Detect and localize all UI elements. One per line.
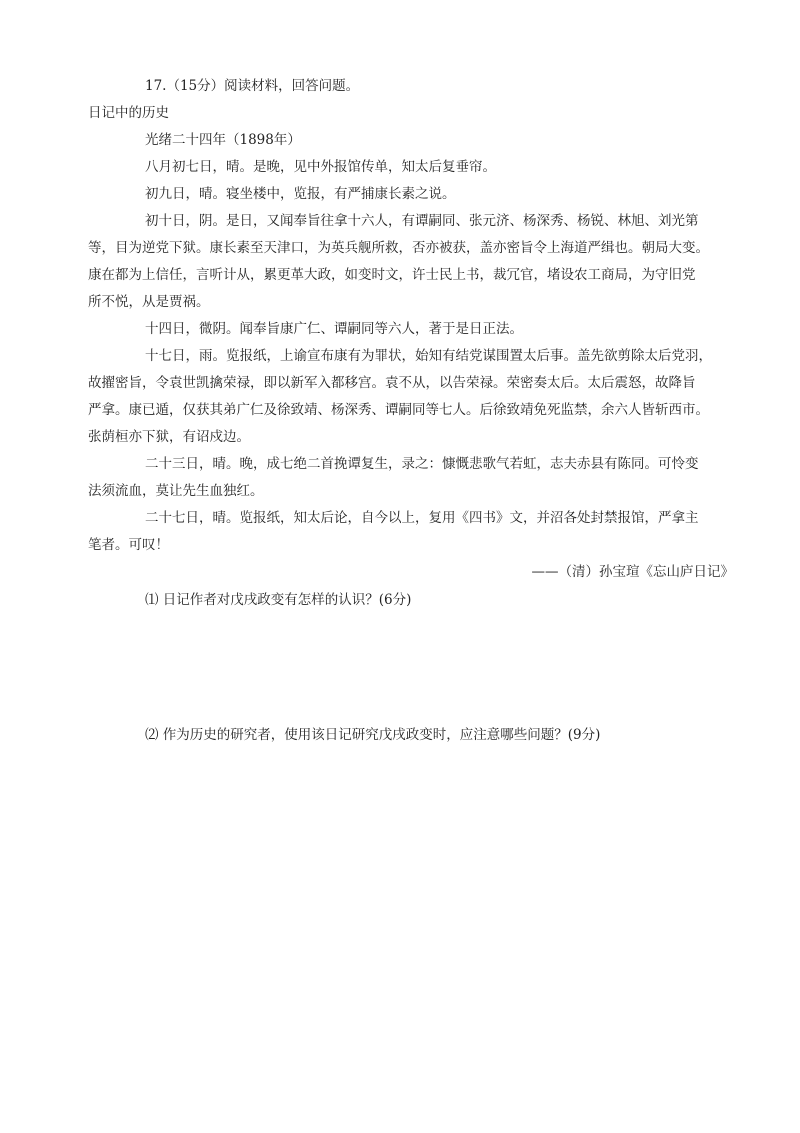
diary-entry-aug10-line3: 康在都为上信任，言听计从，累更革大政，如变时文，许士民上书，裁冗官，堵设农工商局，为守旧党 — [88, 267, 696, 283]
diary-entry-aug17-line3: 严拿。康已遁，仅获其弟广仁及徐致靖、杨深秀、谭嗣同等七人。后徐致靖免死监禁，余六人皆斩西市。 — [88, 402, 709, 418]
diary-entry-aug10-line2: 等，目为逆党下狱。康长素至天津口，为英兵舰所救，否亦被获，盖亦密旨令上海道严缉也。朝局大变。 — [88, 240, 709, 256]
diary-entry-aug10-line4: 所不悦，从是贾祸。 — [88, 294, 210, 310]
diary-entry-aug14: 十四日，微阴。闻奉旨康广仁、谭嗣同等六人，著于是日正法。 — [145, 321, 523, 337]
question-header: 17.（15分）阅读材料，回答问题。 — [145, 78, 360, 94]
diary-entry-aug17-line2: 故擢密旨，令袁世凯擒荣禄，即以新军入都移宫。袁不从，以告荣禄。荣密奏太后。太后震怒，故降旨 — [88, 375, 696, 391]
sub-question-2: ⑵ 作为历史的研究者，使用该日记研究戊戌政变时，应注意哪些问题？(9分) — [145, 727, 601, 743]
diary-entry-aug10-line1: 初十日，阴。是日，又闻奉旨往拿十六人，有谭嗣同、张元济、杨深秀、杨锐、林旭、刘光第 — [145, 213, 699, 229]
sub-question-1: ⑴ 日记作者对戊戌政变有怎样的认识？(6分) — [145, 592, 412, 608]
source-citation: ——（清）孙宝瑄《忘山庐日记》 — [531, 564, 734, 580]
diary-entry-aug17-line4: 张荫桓亦下狱，有诏戍边。 — [88, 429, 250, 445]
year-line: 光绪二十四年（1898年） — [145, 132, 301, 148]
diary-entry-aug27-line1: 二十七日，晴。览报纸，知太后论，自今以上，复用《四书》文，并沼各处封禁报馆，严拿主 — [145, 510, 699, 526]
diary-entry-aug27-line2: 笔者。可叹！ — [88, 537, 169, 553]
diary-entry-aug17-line1: 十七日，雨。览报纸，上谕宣布康有为罪状，始知有结党谋围置太后事。盖先欲剪除太后党羽， — [145, 348, 712, 364]
diary-entry-aug23-line2: 法须流血，莫让先生血独红。 — [88, 483, 264, 499]
diary-entry-aug07: 八月初七日，晴。是晚，见中外报馆传单，知太后复垂帘。 — [145, 159, 496, 175]
diary-entry-aug23-line1: 二十三日，晴。晚，成七绝二首挽谭复生，录之：慷慨悲歌气若虹，志夫赤县有陈同。可怜变 — [145, 456, 699, 472]
material-title: 日记中的历史 — [88, 105, 169, 121]
diary-entry-aug09: 初九日，晴。寝坐楼中，览报，有严捕康长素之说。 — [145, 186, 456, 202]
